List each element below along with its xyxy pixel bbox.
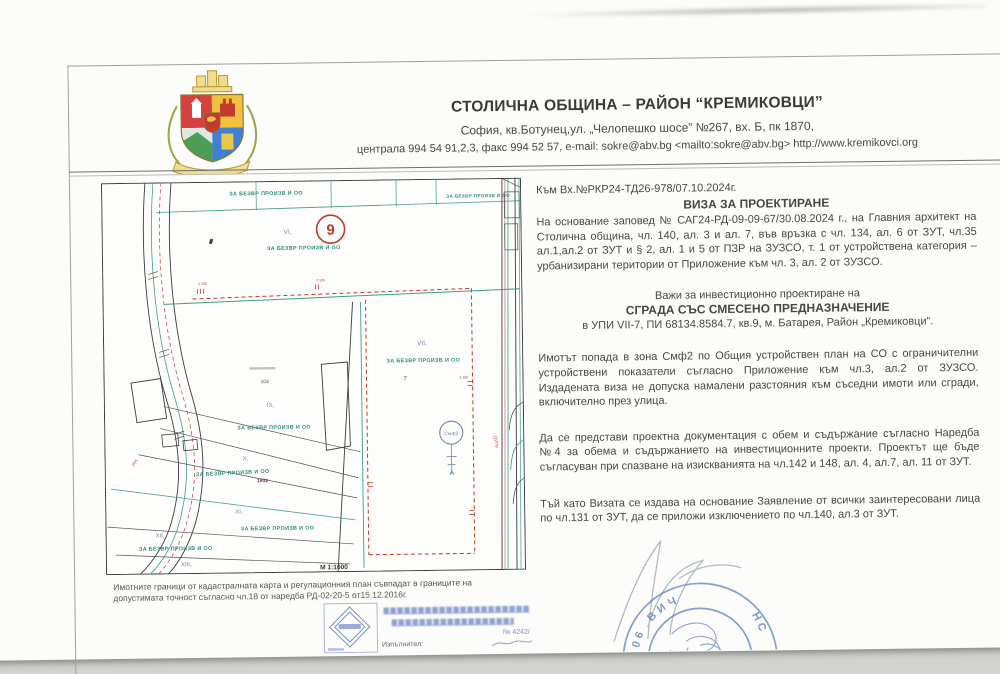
- center-shield-icon: [204, 113, 220, 133]
- valid-for-line: Важи за инвестиционно проектиране на: [654, 286, 861, 302]
- svg-text:06: [630, 627, 648, 649]
- parcel-ix-label: IX,: [266, 402, 275, 410]
- parcel-vi-label: VI,: [283, 228, 292, 236]
- zone-use-label: ЗА БЕЗВР ПРОИЗВ И ОО: [229, 190, 303, 198]
- point-label: 7: [403, 376, 407, 383]
- stamp-ring-text: НС: [749, 610, 770, 636]
- elevation-label: 2.100: [459, 375, 469, 380]
- round-official-stamp: [599, 574, 795, 652]
- parcel-xiii-label: XIII,: [180, 562, 192, 569]
- certification-stamp-box: [321, 599, 536, 654]
- map-scale: М 1:1000: [320, 564, 348, 572]
- zone-use-label: ЗА БЕЗВР ПРОИЗВ И ОО: [266, 245, 341, 253]
- organization-address: София, кв.Ботунец,ул. „Челопешко шосе” №267, вх. Б, пк 1870,: [460, 118, 815, 138]
- visa-text-column: [536, 178, 980, 526]
- svg-text:НС: [749, 610, 769, 636]
- zone-use-label: ЗА БЕЗВР ПРОИЗВ И ОО: [446, 192, 511, 199]
- parcel-xi-label: XI,: [235, 509, 243, 516]
- elevation-label: 2.100: [316, 278, 325, 283]
- svg-text:ВИЧ: [645, 594, 682, 624]
- map-note-line1: Имотните граници от кадастралната карта и регулационния план съвпадат в границите на: [113, 577, 472, 593]
- organization-contacts: централа 994 54 91,2,3, факс 994 52 57, e-mail: sokre@abv.bg <mailto:sokre@abv.bg> http://www.kremikovci.org: [356, 136, 919, 156]
- reference-number: Към Вх.№РКР24-ТД26-978/07.10.2024г.: [536, 181, 737, 197]
- zone-use-label: ЗА БЕЗВР ПРОИЗВ И ОО: [237, 424, 312, 432]
- num-1802: 1802: [256, 478, 269, 485]
- road-code-label: ОУПа: [492, 435, 500, 449]
- stamp-diamond-icon: [321, 601, 378, 654]
- zone-use-label: ЗА БЕЗВР ПРОИЗВ И ОО: [240, 525, 315, 533]
- document-title: ВИЗА ЗА ПРОЕКТИРАНЕ: [683, 195, 830, 212]
- stamp-ring-text: ВИЧ: [645, 593, 682, 624]
- elevation-label: 2.100: [198, 281, 207, 286]
- zone-code: Смф2: [444, 431, 459, 438]
- parcel-vii-label: VII,: [417, 339, 427, 348]
- stamp-scribble-icon: [490, 637, 534, 650]
- num-104: 104: [260, 379, 269, 386]
- cadastral-map: [101, 178, 526, 575]
- parcel-xii-label: XII,: [155, 533, 165, 540]
- block-number: 9: [326, 221, 335, 239]
- zone-use-label: ЗА БЕЗВР ПРОИЗВ И ОО: [138, 545, 213, 553]
- object-location: в УПИ VII-7, ПИ 68134.8584.7, кв.9, м. Батарея, Район „Кремиковци“.: [582, 315, 934, 332]
- illegible-stamp-line: [384, 606, 530, 615]
- paragraph-zone: Имотът попада в зона Смф2 по Общия устройствен план на СО с ограничителни устройствени показатели съгласно Приложение към чл.3, ал.2 от ЗУЗСО. Издадената виза не допуска намалени разстояния към съседни имоти или сгради, включително през улица.: [538, 347, 979, 409]
- map-note-line2: допустимата точност съгласно чл.18 от наредба РД-02-20-5 от15.12.2016г.: [113, 589, 408, 604]
- parcel-x-label: X,: [242, 456, 249, 463]
- stamp-ring-text: 06: [630, 627, 648, 649]
- sofia-coat-of-arms-logo: [146, 67, 277, 175]
- illegible-stamp-line: [392, 618, 514, 627]
- organization-name: СТОЛИЧНА ОБЩИНА – РАЙОН “КРЕМИКОВЦИ”: [450, 93, 823, 116]
- paragraph-exception: Тъй като Визата се издава на основание Заявление от всички заинтересовани лица по чл.131 от ЗУТ, да се приложи изключението по чл.140, ал.3 от ЗУТ.: [540, 492, 981, 525]
- object-title: СГРАДА СЪС СМЕСЕНО ПРЕДНАЗНАЧЕНИЕ: [625, 300, 890, 318]
- paragraph-legal-basis: На основание заповед № САГ24-РД-09-09-67/30.08.2024 г., на Главния архитект на Столична община, чл. 140, ал. 3 и ал. 7, във връзка с чл. 134, ал. 6 от ЗУТ, чл.35 ал.1,ал.2 от ЗУТ и § 2, ал. 1 и 5 от ПЗР на ЗУЗСО, т. 1 от устройствена категория – урбанизирани територии от Приложение към чл. 3, ал. 2 от ЗУЗСО.: [536, 210, 977, 273]
- stamp-executor-label: Изпълнител:: [381, 641, 424, 649]
- paragraph-documentation: Да се представи проектна документация с обем и съдържание съгласно Наредба №4 за обема и съдържанието на инвестиционните проекти. Проектът ще бъде съгласуван при спазване на изискванията на чл.142 и 148, ал. 4, ал.7, ал. 11 от ЗУТ.: [539, 426, 980, 474]
- stamp-inner-emblem-icon: [670, 623, 725, 652]
- stamp-number: № 4242/: [502, 628, 530, 636]
- letterhead: [297, 92, 978, 157]
- crown-icon: [192, 70, 231, 92]
- zone-use-label: ЗА БЕЗВР ПРОИЗВ И ОО: [386, 357, 461, 365]
- zone-use-label: ЗА БЕЗВР ПРОИЗВ И ОО: [195, 468, 270, 479]
- road-point-label: РН: [131, 458, 140, 468]
